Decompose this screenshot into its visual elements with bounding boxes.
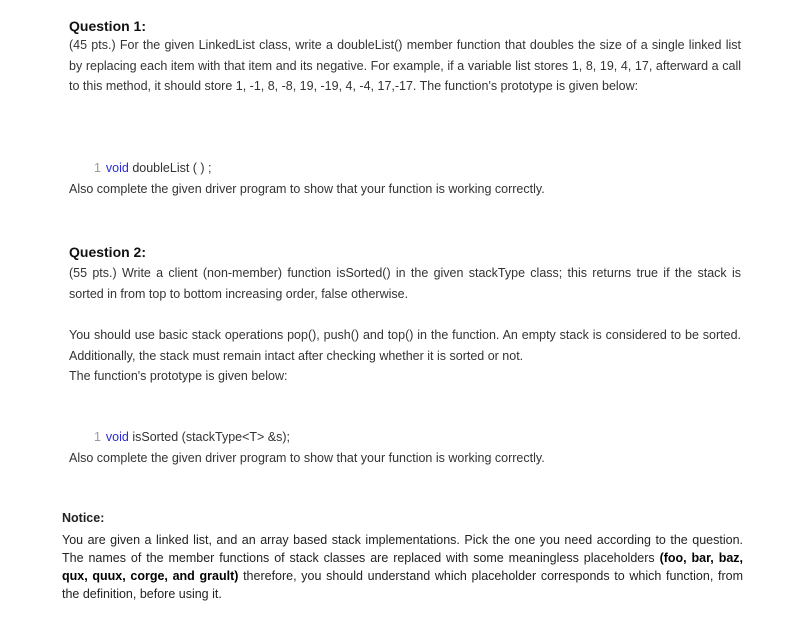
notice-text-before: You are given a linked list, and an array based stack implementations. Pick the one you need according to the question. The names of the member functions of stack classes are replaced with some meaningless placeholders [62, 533, 743, 565]
question-1-code [87, 138, 212, 178]
question-2-code [87, 407, 290, 447]
code-keyword: void [105, 161, 129, 175]
question-2-text: (55 pts.) Write a client (non-member) function isSorted() in the given stackType class; this returns true if the stack is sorted in from top to bottom increasing order, false otherwise. [69, 266, 741, 301]
notice-title: Notice: [62, 511, 105, 525]
question-2-text-3: The function's prototype is given below: [69, 369, 288, 383]
question-2-text-2: You should use basic stack operations pop(), push() and top() in the function. An empty stack is considered to be sorted. Additionally, the stack must remain intact after checking whether it is sorted or not. [69, 328, 741, 363]
code-signature: doubleList ( ) ; [132, 161, 212, 175]
question-2-driver-text: Also complete the given driver program to show that your function is working correctly. [69, 451, 545, 465]
question-2-title: Question 2: [69, 244, 147, 260]
notice-text [62, 531, 743, 603]
notice-text-after: therefore, you should understand which placeholder corresponds to which function, from the definition, before using it. [62, 569, 743, 601]
question-1-title: Question 1: [69, 18, 147, 34]
code-line-number: 1 [93, 161, 101, 175]
code-keyword: void [105, 430, 129, 444]
code-line-number: 1 [93, 430, 101, 444]
notice-placeholders: (foo, bar, baz, qux, quux, corge, and grault) [62, 551, 743, 583]
question-1-driver-text: Also complete the given driver program to show that your function is working correctly. [69, 182, 545, 196]
question-1-text: (45 pts.) For the given LinkedList class, write a doubleList() member function that doubles the size of a single linked list by replacing each item with that item and its negative. For example, if a variable list stores 1, 8, 19, 4, 17, afterward a call to this method, it should store 1, -1, 8, -8, 19, -19, 4, -4, 17,-17. The function's prototype is given below: [69, 38, 741, 93]
code-signature: isSorted (stackType<T> &s); [132, 430, 291, 444]
